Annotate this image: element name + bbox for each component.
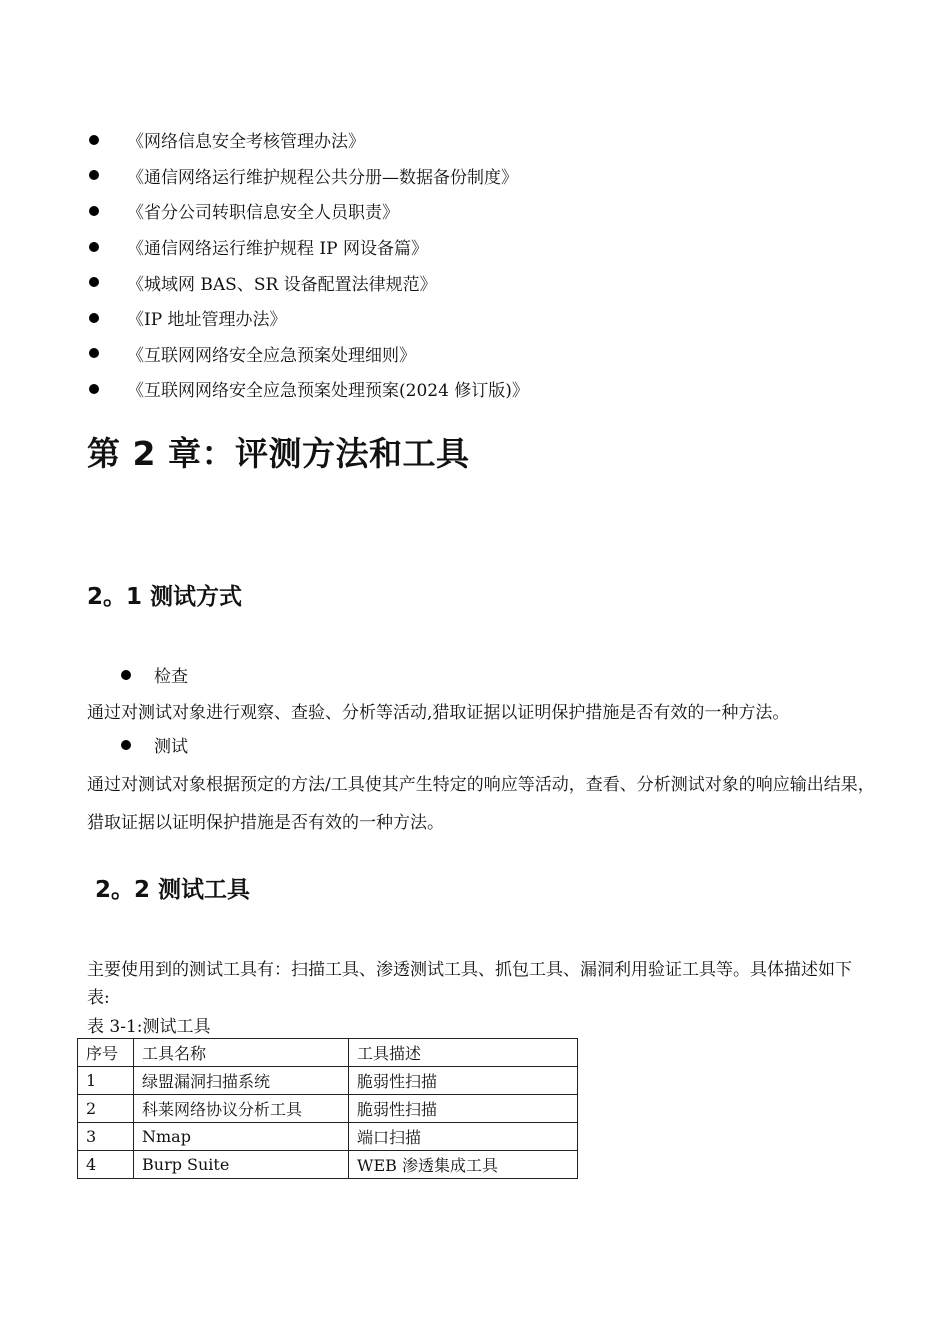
bullet-icon — [89, 313, 99, 323]
table-cell: 1 — [78, 1067, 134, 1095]
table-cell: Nmap — [134, 1123, 349, 1151]
table-cell: 脆弱性扫描 — [349, 1067, 578, 1095]
list-item — [87, 264, 529, 300]
section-heading-test-methods: 2。1 测试方式 — [87, 584, 243, 610]
bullet-icon — [89, 384, 99, 394]
table-cell: 2 — [78, 1095, 134, 1123]
method-item-inspection — [121, 662, 188, 687]
chapter-heading: 第 2 章：评测方法和工具 — [87, 434, 470, 473]
bullet-icon — [89, 170, 99, 180]
regulation-title: 《省分公司转职信息安全人员职责》 — [127, 203, 399, 224]
list-item — [87, 336, 529, 372]
regulation-title: 《通信网络运行维护规程公共分册—数据备份制度》 — [127, 167, 518, 188]
test-tools-table — [77, 1038, 578, 1179]
tools-intro-paragraph: 主要使用到的测试工具有：扫描工具、渗透测试工具、抓包工具、漏洞利用验证工具等。具体描述如下表: — [87, 960, 852, 1008]
column-header: 序号 — [78, 1039, 134, 1067]
list-item — [87, 371, 529, 407]
method-name: 测试 — [154, 737, 188, 757]
bullet-icon — [89, 348, 99, 358]
regulation-title: 《互联网网络安全应急预案处理预案(2024 修订版)》 — [127, 381, 529, 402]
table-header-row — [78, 1039, 578, 1067]
table-cell: WEB 渗透集成工具 — [349, 1151, 578, 1179]
method-item-testing — [121, 732, 188, 757]
table-row — [78, 1123, 578, 1151]
table-cell: Burp Suite — [134, 1151, 349, 1179]
table-cell: 端口扫描 — [349, 1123, 578, 1151]
list-item — [87, 229, 529, 265]
table-cell: 绿盟漏洞扫描系统 — [134, 1067, 349, 1095]
regulation-title: 《网络信息安全考核管理办法》 — [127, 132, 365, 153]
bullet-icon — [121, 740, 131, 750]
table-row — [78, 1151, 578, 1179]
table-caption: 表 3-1:测试工具 — [87, 1017, 211, 1037]
bullet-icon — [89, 135, 99, 145]
bullet-icon — [89, 242, 99, 252]
table-cell: 脆弱性扫描 — [349, 1095, 578, 1123]
column-header: 工具名称 — [134, 1039, 349, 1067]
table-row — [78, 1067, 578, 1095]
method-name: 检查 — [154, 667, 188, 687]
list-item — [87, 158, 529, 194]
table-cell: 科莱网络协议分析工具 — [134, 1095, 349, 1123]
bullet-icon — [89, 206, 99, 216]
regulation-title: 《IP 地址管理办法》 — [127, 310, 287, 331]
method-description: 通过对测试对象根据预定的方法/工具使其产生特定的响应等活动，查看、分析测试对象的响应输出结果，猎取证据以证明保护措施是否有效的一种方法。 — [87, 775, 875, 833]
regulation-title: 《互联网网络安全应急预案处理细则》 — [127, 345, 416, 366]
table-cell: 4 — [78, 1151, 134, 1179]
table-cell: 3 — [78, 1123, 134, 1151]
list-item — [87, 122, 529, 158]
regulation-title: 《城域网 BAS、SR 设备配置法律规范》 — [127, 274, 437, 295]
bullet-icon — [121, 670, 131, 680]
table-row — [78, 1095, 578, 1123]
regulation-list — [87, 122, 529, 407]
column-header: 工具描述 — [349, 1039, 578, 1067]
list-item — [87, 193, 529, 229]
list-item — [87, 300, 529, 336]
regulation-title: 《通信网络运行维护规程 IP 网设备篇》 — [127, 239, 428, 260]
method-description: 通过对测试对象进行观察、查验、分析等活动,猎取证据以证明保护措施是否有效的一种方法。 — [87, 703, 790, 723]
bullet-icon — [89, 277, 99, 287]
section-heading-test-tools: 2。2 测试工具 — [95, 877, 251, 903]
